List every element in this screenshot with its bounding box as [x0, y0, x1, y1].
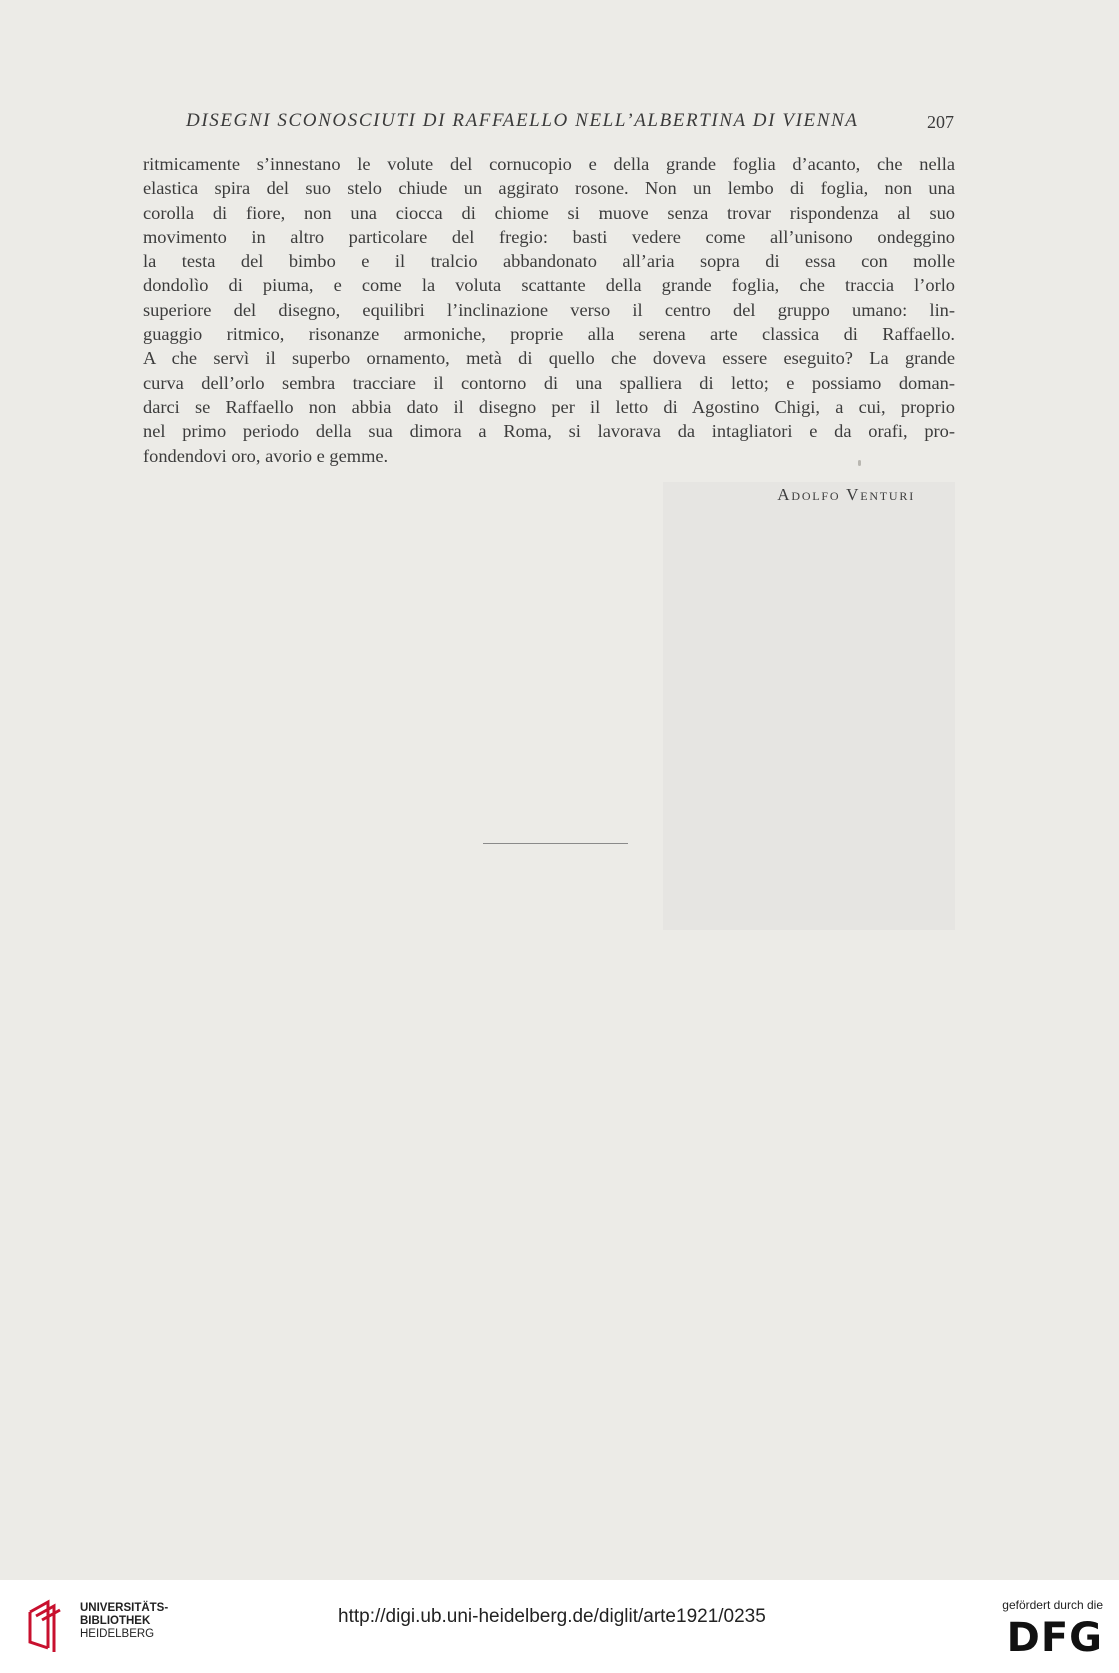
text-line: ritmicamente s’innestano le volute del cornucopio e della grande foglia d’acanto, che nella	[143, 154, 955, 174]
text-line: fondendovi oro, avorio e gemme.	[143, 445, 389, 466]
digitization-footer	[0, 1580, 1119, 1673]
dfg-logo: DFG	[1006, 1615, 1103, 1661]
library-name-line: HEIDELBERG	[80, 1628, 155, 1640]
text-line: superiore del disegno, equilibri l’inclinazione verso il centro del gruppo umano: lin-	[143, 299, 955, 320]
text-line: movimento in altro particolare del fregio: basti vedere come all’unisono ondeggino	[143, 226, 955, 247]
page-number: 207	[927, 112, 954, 132]
university-library-logo-icon	[26, 1598, 68, 1654]
library-name-line: BIBLIOTHEK	[80, 1615, 151, 1627]
running-head	[186, 110, 956, 140]
text-line: la testa del bimbo e il tralcio abbandonato all’aria sopra di essa con molle	[143, 251, 955, 272]
text-line: guaggio ritmico, risonanze armoniche, proprie alla serena arte classica di Raffaello.	[143, 324, 955, 345]
author-signature: Adolfo Venturi	[777, 485, 915, 504]
running-title: DISEGNI SCONOSCIUTI DI RAFFAELLO NELL’ALBERTINA DI VIENNA	[186, 110, 859, 131]
body-paragraph	[143, 152, 955, 468]
library-name	[80, 1602, 168, 1641]
permalink-url[interactable]: http://digi.ub.uni-heidelberg.de/diglit/arte1921/0235	[338, 1606, 766, 1627]
funding-caption: gefördert durch die	[1002, 1598, 1103, 1612]
text-line: dondolìo di piuma, e come la voluta scattante della grande foglia, che traccia l’orlo	[143, 275, 955, 296]
text-line: elastica spira del suo stelo chiude un aggirato rosone. Non un lembo di foglia, non una	[143, 178, 955, 199]
show-through-plate	[663, 482, 955, 930]
text-line: nel primo periodo della sua dimora a Roma, si lavorava da intagliatori e da orafi, pro-	[143, 421, 955, 442]
text-line: curva dell’orlo sembra tracciare il contorno di una spalliera di letto; e possiamo doman-	[143, 372, 955, 393]
text-line: corolla di fiore, non una ciocca di chiome si muove senza trovar rispondenza al suo	[143, 202, 955, 223]
text-line: A che servì il superbo ornamento, metà di quello che doveva essere eseguito? La grande	[143, 348, 955, 369]
paper-speck	[858, 460, 861, 466]
section-divider	[483, 843, 628, 844]
library-name-line: UNIVERSITÄTS-	[80, 1602, 169, 1614]
text-line: darci se Raffaello non abbia dato il disegno per il letto di Agostino Chigi, a cui, proprio	[143, 396, 955, 417]
